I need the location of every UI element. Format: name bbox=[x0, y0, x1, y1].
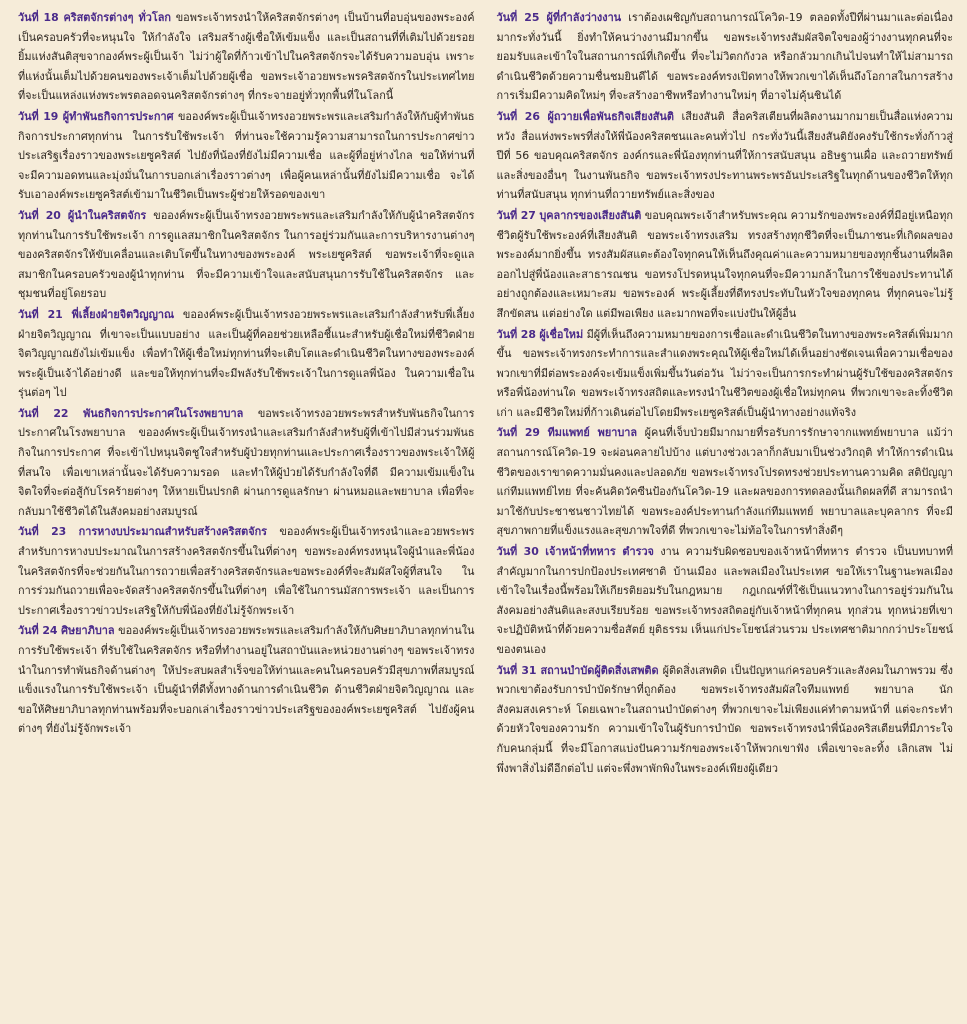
entry-title: บุคลากรของเสียงสันติ bbox=[539, 208, 642, 222]
day-label: วันที่ bbox=[18, 525, 39, 539]
day-label: วันที่ bbox=[18, 11, 39, 24]
entry-body: เสียงสันติ สื่อคริสเตียนที่ผลิตงานมากมายเป็นสื่อแห่งความหวัง สื่อแห่งพระพรที่ส่งให้พี่น้องคริสตชนและคนทั่วไป กระทั่งวันนี้เสียงสันติยังคงรับใช้กระทั่งก้าวสู่ปีที่ 56 ขอบคุณคริสตจักร องค์กรและพี่น้องทุกท่านที่ให้การสนับสนุน อธิษฐานเผื่อ และถวายทรัพย์ และสิ่งของอื่นๆ ในงานพันธกิจ ขอพระเจ้าทรงประทานพระพรอันประเสริฐในทุกด้านของชีวิตให้ทุกท่านที่สนับสนุน ทุกท่านที่ถวายทรัพย์และสิ่งของ bbox=[496, 109, 954, 202]
entry-day-30 bbox=[497, 542, 954, 660]
day-number: 24 bbox=[42, 624, 58, 638]
entry-day-22 bbox=[18, 404, 475, 522]
entry-day-31 bbox=[497, 661, 954, 779]
day-number: 29 bbox=[524, 426, 541, 440]
entry-title: ผู้นำในคริสตจักร bbox=[67, 208, 147, 222]
entry-day-28 bbox=[497, 325, 954, 423]
day-label: วันที่ bbox=[18, 307, 39, 321]
day-number: 22 bbox=[53, 406, 69, 420]
day-number: 20 bbox=[45, 208, 61, 222]
day-number: 26 bbox=[524, 109, 540, 123]
day-label: วันที่ bbox=[496, 327, 518, 341]
entry-body: ขอองค์พระผู้เป็นเจ้าทรงอวยพระพรและเสริมกำลังให้กับผู้ทำพันธกิจการประกาศทุกท่าน ในการรับใช้พระเจ้า ที่ท่านจะใช้ความรู้ความสามารถในการประกาศข่าวประเสริฐเรื่องราวของพระเยซูคริสต์ ไปยังที่น้องที่ยังไม่มีความเชื่อ และผู้ที่อยู่ห่างไกล ขอให้ท่านที่จะมีความอดทนและมุ่งมั่นในการบอกเล่าเรื่องราวต่างๆ เพื่อผู้คนเหล่านั้นที่ยังไม่มีความเชื่อ จะได้รับเอาองค์พระเยซูคริสต์เข้ามาในชีวิตเป็นพระผู้ช่วยให้รอดของเขา bbox=[18, 109, 475, 202]
entry-title: ผู้เชื่อใหม่ bbox=[539, 327, 584, 341]
day-number: 31 bbox=[521, 663, 537, 677]
entry-title: ผู้ที่กำลังว่างงาน bbox=[546, 11, 622, 24]
entry-body: ผู้คนที่เจ็บป่วยมีมากมายที่รอรับการรักษาจากแพทย์พยาบาล แม้ว่าสถานการณ์โควิด-19 จะผ่อนคลายไปบ้าง แต่บางช่วงเวลาก็กลับมาเป็นช่วงวิกฤติ ทำให้การดำเนินชีวิตของเราขาดความมั่นคงและปลอดภัย ขอพระเจ้าทรงโปรดทรงช่วยประทานความคิด สติปัญญาแก่ทีมแพทย์ไทย ที่จะค้นคิดวัคซีนป้องกันโควิด-19 และผลของการทดลองนั้นเกิดผลที่ดี สามารถนำมาใช้กับประชาชนชาวไทยได้ ขอพระองค์ประทานกำลังแก่ทีมแพทย์ พยาบาลและบุคลากร ที่จะมีสุขภาพกายที่แข็งแรงและสุขภาพใจที่ดี ที่พวกเขาจะไม่ท้อใจในการทำสิ่งดีๆ bbox=[496, 426, 953, 538]
day-number: 28 bbox=[520, 327, 536, 341]
day-label: วันที่ bbox=[18, 624, 39, 638]
day-label: วันที่ bbox=[496, 426, 518, 440]
entry-day-26 bbox=[497, 107, 954, 205]
entry-day-19 bbox=[18, 107, 475, 205]
entry-day-18 bbox=[18, 8, 475, 106]
day-label: วันที่ bbox=[496, 663, 518, 677]
entry-title: การหางบประมาณสำหรับสร้างคริสตจักร bbox=[78, 525, 268, 539]
entry-body: ขอองค์พระผู้เป็นเจ้าทรงอวยพระพรและเสริมกำลังให้กับศิษยาภิบาลทุกท่านในการรับใช้พระเจ้า ที่รับใช้ในคริสตจักร หรือที่ทำงานอยู่ในสถาบันและหน่วยงานต่างๆ ขอพระเจ้าทรงนำในการทำพันธกิจด้านต่างๆ ให้ประสบผลสำเร็จขอให้ท่านและคนในครอบครัวมีสุขภาพที่สมบูรณ์แข็งแรงในการรับใช้พระเจ้า เป็นผู้นำที่ดีทั้งทางด้านการดำเนินชีวิต ด้านชีวิตฝ่ายจิตวิญญาณ และขอให้ศิษยาภิบาลทุกท่านพร้อมที่จะบอกเล่าเรื่องราวข่าวประเสริฐขององค์พระเยซูคริสต์ ไปยังผู้คนต่างๆ ที่ยังไม่รู้จักพระเจ้า bbox=[18, 624, 475, 736]
entry-day-21 bbox=[18, 305, 475, 403]
entry-title: พันธกิจการประกาศในโรงพยาบาล bbox=[83, 406, 244, 420]
right-column bbox=[497, 8, 954, 1024]
day-label: วันที่ bbox=[496, 545, 518, 559]
day-number: 27 bbox=[520, 208, 536, 222]
day-number: 25 bbox=[524, 11, 540, 24]
entry-body: มีผู้ที่เห็นถึงความหมายของการเชื่อและดำเนินชีวิตในทางของพระคริสต์เพิ่มมากขึ้น ขอพระเจ้าทรงกระทำการและสำแดงพระคุณให้ผู้เชื่อใหม่ได้เห็นอย่างชัดเจนเพื่อความเชื่อของพวกเขาที่มีต่อพระองค์จะเข้มแข็งเพิ่มขึ้นวันต่อวัน ไม่ว่าจะเป็นการกระทำผ่านผู้รับใช้ของคริสตจักรหรือพี่น้องท่านใด ขอพระเจ้าทรงสถิตและทรงนำในชีวิตของผู้เชื่อใหม่ทุกคน ที่พวกเขาจะละทิ้งชีวิตเก่า และมีชีวิตใหม่ที่ก้าวเดินต่อไปโดยมีพระเยซูคริสต์เป็นผู้นำทางอย่างแท้จริง bbox=[496, 327, 953, 419]
entry-title: ศิษยาภิบาล bbox=[61, 624, 115, 638]
entry-body: ขอบคุณพระเจ้าสำหรับพระคุณ ความรักของพระองค์ที่มีอยู่เหนือทุกชีวิตผู้รับใช้พระองค์ที่เสียงสันติ ขอพระเจ้าทรงเสริม ทรงสร้างทุกชีวิตที่จะเป็นภาชนะที่เกิดผลของพระองค์มากยิ่งขึ้น ทรงสัมผัสแตะต้องใจทุกคนให้เห็นถึงคุณค่าและความหมายของทุกชิ้นงานที่ผลิตออกไปสู่พี่น้องและสาธารณชน ขอทรงโปรดหนุนใจทุกคนที่จะมีความกล้าในการใช้ของประทานได้อย่างถูกต้องและเหมาะสม ขอพระองค์ พระผู้เลี้ยงที่ดีทรงประทับในหัวใจของทุกคน ที่ทุกคนจะไม่รู้สึกขัดสน แต่อย่างใด แต่มีพอเพียง และมากพอที่จะแบ่งปันให้ผู้อื่น bbox=[496, 208, 953, 320]
entry-day-23 bbox=[18, 522, 475, 620]
day-number: 30 bbox=[523, 545, 539, 559]
entry-title: ผู้ทำพันธกิจการประกาศ bbox=[62, 109, 174, 123]
day-label: วันที่ bbox=[18, 406, 39, 420]
entry-day-29 bbox=[497, 423, 954, 541]
entry-body: ขอองค์พระผู้เป็นเจ้าทรงอวยพระพรและเสริมกำลังสำหรับพี่เลี้ยงฝ่ายจิตวิญญาณ ที่เขาจะเป็นแบบอย่าง และเป็นผู้ที่คอยช่วยเหลือชี้แนะสำหรับผู้เชื่อใหม่ที่ชีวิตฝ่ายจิตวิญญาณยังไม่เข้มแข็ง เพื่อทำให้ผู้เชื่อใหม่ทุกท่านที่จะเติบโตและดำเนินชีวิตในทางของพระองค์พระผู้เป็นเจ้าได้อย่างดี และขอให้ทุกท่านที่จะมีพลังรับใช้พระเจ้าในการดูแลพี่น้อง ในความเชื่อในรุ่นต่อๆ ไป bbox=[18, 307, 475, 400]
day-label: วันที่ bbox=[496, 208, 518, 222]
day-number: 23 bbox=[51, 525, 67, 539]
entry-title: เจ้าหน้าที่ทหาร ตำรวจ bbox=[545, 545, 654, 559]
entry-title: พี่เลี้ยงฝ่ายจิตวิญญาณ bbox=[71, 307, 175, 321]
entry-body: ผู้ติดสิ่งเสพติด เป็นปัญหาแก่ครอบครัวและสังคมในภาพรวม ซึ่งพวกเขาต้องรับการบำบัดรักษาที่ถูกต้อง ขอพระเจ้าทรงสัมผัสใจทีมแพทย์ พยาบาล นักสังคมสงเคราะห์ โดยเฉพาะในสถานบำบัดต่างๆ ที่พวกเขาจะไม่เพียงแค่ทำตามหน้าที่ แต่จะกระทำด้วยหัวใจของความรัก ความเข้าใจในผู้รับการบำบัด ขอพระเจ้าทรงนำพี่น้องคริสเตียนที่มีภาระใจกับคนกลุ่มนี้ ที่จะมีโอกาสแบ่งปันความรักของพระเจ้าให้พวกเขาฟัง เพื่อเขาจะละทิ้ง เลิกเสพ ไม่พึ่งพาสิ่งไม่ดีอีกต่อไป แต่จะพึ่งพาพักพิงในพระองค์เพียงผู้เดียว bbox=[496, 663, 953, 775]
day-label: วันที่ bbox=[18, 109, 39, 123]
day-number: 18 bbox=[43, 11, 59, 24]
entry-title: คริสตจักรต่างๆ ทั่วโลก bbox=[63, 11, 171, 24]
entry-body: งาน ความรับผิดชอบของเจ้าหน้าที่ทหาร ตำรวจ เป็นบทบาทที่สำคัญมากในการปกป้องประเทศชาติ บ้านเมือง และพลเมืองในประเทศ ขอให้เราในฐานะพลเมือง เข้าใจในเรื่องนี้พร้อมให้เกียรติยอมรับในกฎหมาย กฎเกณฑ์ที่ใช้เป็นแนวทางในการอยู่ร่วมกันในสังคมอย่างสันติและสงบเรียบร้อย ขอพระเจ้าทรงสถิตอยู่กับเจ้าหน้าที่ทุกคน ทุกส่วน ทุกหน่วยที่เขาจะปฏิบัติหน้าที่ด้วยความซื่อสัตย์ ยุติธรรม เห็นแก่ประโยชน์ส่วนรวม ประเทศชาติมากกว่าประโยชน์ของตนเอง bbox=[496, 545, 954, 656]
entry-body: ขอองค์พระผู้เป็นเจ้าทรงนำและอวยพระพรสำหรับการหางบประมาณในการสร้างคริสตจักรขึ้นในที่ต่างๆ ขอพระองค์ทรงหนุนใจผู้นำและพี่น้องในคริสตจักรที่จะช่วยกันในการถวายเพื่อสร้างคริสตจักรและขอพระองค์ที่จะสัมผัสใจผู้ที่สนใจ ในการร่วมกันถวายเพื่อจะจัดสร้างคริสตจักรขึ้นในที่ต่างๆ เพื่อใช้ในการนมัสการพระเจ้า และเป็นการประกาศเรื่องราวข่าวประเสริฐให้กับพี่น้องที่ยังไม่รู้จักพระเจ้า bbox=[18, 525, 475, 617]
day-number: 21 bbox=[47, 307, 63, 321]
day-label: วันที่ bbox=[18, 208, 39, 222]
entry-day-27 bbox=[497, 206, 954, 324]
day-label: วันที่ bbox=[496, 11, 518, 24]
entry-day-24 bbox=[18, 621, 475, 739]
entry-body: ขอพระเจ้าทรงนำให้คริสตจักรต่างๆ เป็นบ้านที่อบอุ่นของพระองค์ เป็นครอบครัวที่จะหนุนใจ ให้กำลังใจ เสริมสร้างผู้เชื่อให้เข้มแข็ง และเป็นสถานที่ที่เติมไปด้วยรอยยิ้มแห่งสันติสุขจากองค์พระผู้เป็นเจ้า ไม่ว่าผู้ใดที่ก้าวเข้าไปในคริสตจักรจะได้รับความอบอุ่น เพราะที่แห่งนั้นเต็มไปด้วยคนของพระเจ้าเต็มไปด้วยผู้เชื่อ ขอพระเจ้าอวยพระพรคริสตจักรในประเทศไทยที่จะเป็นแหล่งแห่งพระพรตลอดจนคริสตจักรต่างๆ ที่กระจายอยู่ทั่วทุกพื้นที่ในโลกนี้ bbox=[18, 11, 475, 103]
entry-body: ขอพระเจ้าทรงอวยพระพรสำหรับพันธกิจในการประกาศในโรงพยาบาล ขอองค์พระผู้เป็นเจ้าทรงนำและเสริมกำลังสำหรับผู้ที่เข้าไปมีส่วนร่วมพันธกิจในการประกาศ ที่จะเข้าไปหนุนจิตชูใจสำหรับผู้ป่วยทุกท่านและประกาศเรื่องราวของพระเจ้าให้ผู้ที่สนใจ เพื่อเขาเหล่านั้นจะได้รับความรอด และทำให้ผู้ป่วยได้รับกำลังใจที่ดี มีความเข้มแข็งในจิตใจที่จะต่อสู้กับโรคร้ายต่างๆ ให้หายเป็นปรกติ ผ่านการดูแลรักษา ผ่านหมอและพยาบาล เพื่อที่จะกลับมาใช้ชีวิตได้ในสังคมอย่างสมบูรณ์ bbox=[18, 406, 475, 518]
entry-day-20 bbox=[18, 206, 475, 304]
day-label: วันที่ bbox=[496, 109, 518, 123]
entry-title: ผู้ถวายเพื่อพันธกิจเสียงสันติ bbox=[547, 109, 674, 123]
entry-title: สถานบำบัดผู้ติดสิ่งเสพติด bbox=[540, 663, 659, 677]
left-column bbox=[18, 8, 475, 1024]
entry-body: เราต้องเผชิญกับสถานการณ์โควิด-19 ตลอดทั้งปีที่ผ่านมาและต่อเนื่องมากระทั่งวันนี้ ยิ่งทำให้คนว่างงานมีมากขึ้น ขอพระเจ้าทรงสัมผัสจิตใจของผู้ว่างงานทุกคนที่จะยอมรับและเข้าใจในสถานการณ์ที่เกิดขึ้น ที่จะไม่วิตกกังวล หรือกลัวมากเกินไปจนทำให้ไม่สามารถดำเนินชีวิตด้วยความชื่นชมยินดีได้ ขอพระองค์ทรงเปิดทางให้พวกเขาได้เห็นถึงโอกาสในการสร้าง การเริ่มมีความคิดใหม่ๆ ที่จะสร้างอาชีพหรือทำงานใหม่ๆ ที่อาจไม่คุ้นชินได้ bbox=[496, 11, 953, 103]
entry-body: ขอองค์พระผู้เป็นเจ้าทรงอวยพระพรและเสริมกำลังให้กับผู้นำคริสตจักรทุกท่านในการรับใช้พระเจ้า การดูแลสมาชิกในคริสตจักร ในการอยู่ร่วมกันและการบริหารงานต่างๆ ของคริสตจักรให้ขับเคลื่อนและเติบโตขึ้นในทางของพระองค์ พระเยซูคริสต์ ขอพระเจ้าที่จะดูแลสมาชิกในครอบครัวของผู้นำทุกท่าน ที่จะมีความเข้าใจและสนับสนุนการรับใช้ในคริสตจักร และชุมชนที่อยู่โดยรอบ bbox=[18, 208, 475, 301]
entry-day-25 bbox=[497, 8, 954, 106]
day-number: 19 bbox=[43, 109, 59, 123]
entry-title: ทีมแพทย์ พยาบาล bbox=[547, 426, 638, 440]
